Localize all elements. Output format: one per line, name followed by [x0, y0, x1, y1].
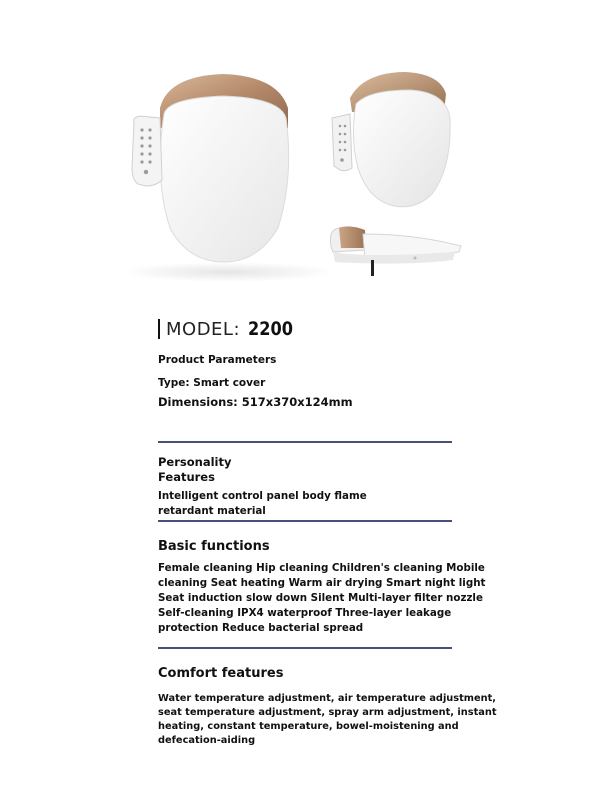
model-title [158, 316, 301, 342]
personality-heading-line1: Personality [158, 455, 232, 469]
basic-functions-text: Female cleaning Hip cleaning Children's cleaning Mobile cleaning Seat heating Warm air drying Smart night light Seat induction slow down Silent Multi-layer filter nozzle Self-cleaning IPX4 waterproof Three-layer leakage protection Reduce bacterial spread [158, 562, 486, 634]
model-label: MODEL: [166, 318, 241, 340]
divider-3 [158, 647, 452, 649]
personality-heading-line2: Features [158, 470, 215, 484]
parameters-heading: Product Parameters [158, 354, 277, 366]
parameters-type: Type: Smart cover [158, 377, 266, 389]
basic-functions-heading: Basic functions [158, 539, 270, 554]
comfort-text: Water temperature adjustment, air temperature adjustment, seat temperature adjustment, spray arm adjustment, instant heating, constant temperature, bowel-moistening and defecation-aiding [158, 693, 497, 746]
divider-1 [158, 441, 452, 443]
model-number: 2200 [248, 318, 293, 340]
smart-cover-front-image [128, 68, 298, 268]
comfort-heading: Comfort features [158, 666, 284, 681]
divider-2 [158, 520, 452, 522]
personality-text: Intelligent control panel body flame retardant material [158, 490, 367, 517]
smart-cover-angled-image [328, 68, 458, 213]
title-bar-accent [158, 319, 160, 339]
smart-cover-side-image [325, 220, 465, 280]
parameters-dimensions: Dimensions: 517x370x124mm [158, 395, 353, 409]
